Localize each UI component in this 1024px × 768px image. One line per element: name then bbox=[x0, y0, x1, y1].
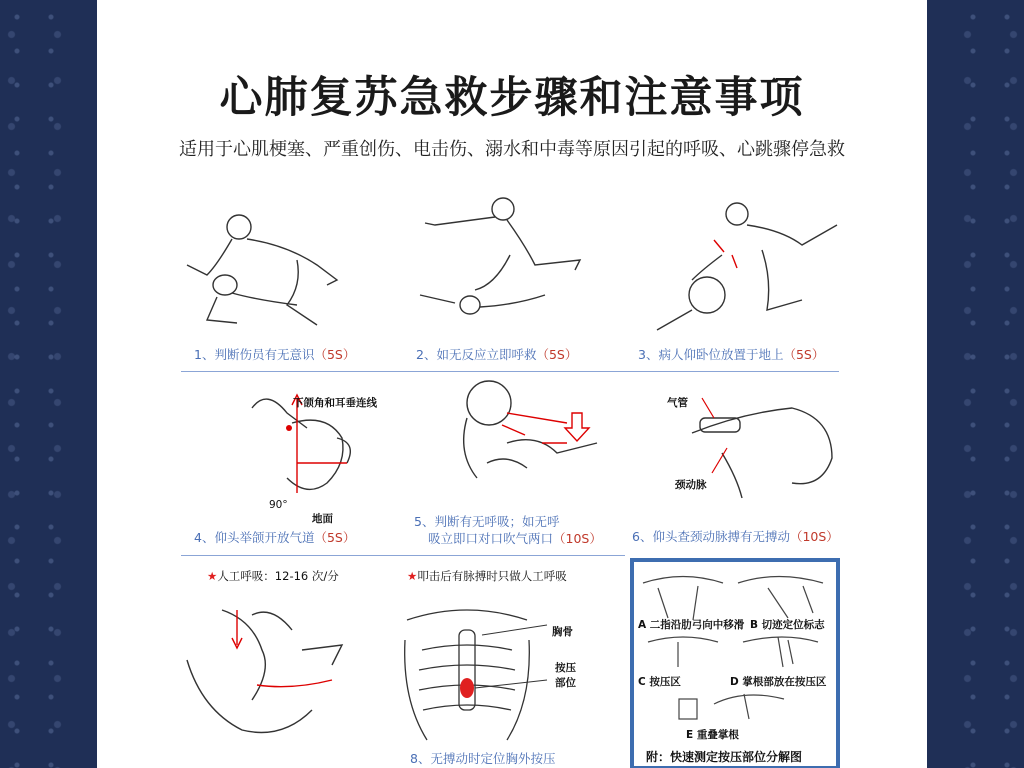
panel-step-d: D 掌根部放在按压区 bbox=[730, 676, 827, 688]
poster-subtitle: 适用于心肌梗塞、严重创伤、电击伤、溺水和中毒等原因引起的呼吸、心跳骤停急救 bbox=[179, 139, 845, 160]
panel-footer: 附：快速测定按压部位分解图 bbox=[646, 750, 803, 764]
step3-time: （5S） bbox=[783, 347, 825, 362]
step1-caption bbox=[194, 346, 355, 363]
step5-illustration bbox=[447, 373, 607, 503]
step2-text: 2、如无反应立即呼救 bbox=[416, 347, 537, 362]
panel-figure-e bbox=[674, 684, 804, 724]
panel-step-e: E 重叠掌根 bbox=[686, 729, 739, 741]
press-label-line2: 部位 bbox=[555, 677, 576, 689]
step2-illustration bbox=[415, 195, 595, 335]
breathing-rate-note bbox=[207, 568, 339, 584]
divider-row2 bbox=[181, 555, 625, 556]
panel-step-c: C 按压区 bbox=[638, 676, 681, 688]
step5-text-line2: 吸立即口对口吹气两口 bbox=[428, 531, 554, 546]
divider-row1 bbox=[181, 371, 839, 372]
poster-title: 心肺复苏急救步骤和注意事项 bbox=[219, 73, 805, 123]
step5-caption bbox=[414, 513, 602, 547]
panel-step-a: A 二指沿肋弓向中移滑 bbox=[638, 619, 745, 631]
step5-text-line1: 5、判断有无呼吸；如无呼 bbox=[414, 514, 560, 529]
step1-text: 1、判断伤员有无意识 bbox=[194, 347, 315, 362]
step6-time: （10S） bbox=[789, 529, 839, 544]
carotid-label: 颈动脉 bbox=[675, 479, 707, 491]
step2-caption bbox=[416, 346, 577, 363]
trachea-label: 气管 bbox=[667, 397, 688, 409]
pulse-note-text: 叩击后有脉搏时只做人工呼吸 bbox=[417, 569, 567, 583]
jaw-line-label: 下颌角和耳垂连线 bbox=[293, 397, 377, 409]
star-icon: ★ bbox=[207, 569, 218, 583]
breathing-rate-text: 人工呼吸：12-16 次/分 bbox=[217, 569, 339, 583]
star-icon: ★ bbox=[407, 569, 418, 583]
panel-step-b: B 切迹定位标志 bbox=[750, 619, 825, 631]
step1-time: （5S） bbox=[314, 347, 356, 362]
angle-label: 90° bbox=[269, 499, 288, 511]
press-label-line1: 按压 bbox=[555, 662, 576, 674]
left-decorative-border bbox=[0, 0, 68, 768]
rescue-breathing-illustration bbox=[182, 590, 352, 755]
sternum-label: 胸骨 bbox=[552, 626, 573, 638]
right-decorative-border bbox=[956, 0, 1024, 768]
step8-caption: 8、无搏动时定位胸外按压 bbox=[410, 751, 556, 766]
step4-caption bbox=[194, 529, 355, 546]
step1-illustration bbox=[177, 205, 347, 335]
poster-sheet bbox=[97, 0, 927, 768]
step5-time: （10S） bbox=[553, 531, 602, 546]
compression-location-panel bbox=[630, 558, 840, 768]
step2-time: （5S） bbox=[536, 347, 578, 362]
step6-text: 6、仰头查颈动脉搏有无搏动 bbox=[632, 529, 790, 544]
step3-text: 3、病人仰卧位放置于地上 bbox=[638, 347, 784, 362]
pulse-note bbox=[407, 568, 567, 584]
step4-text: 4、仰头举颌开放气道 bbox=[194, 530, 315, 545]
chest-compression-illustration bbox=[397, 600, 537, 745]
step6-caption bbox=[632, 528, 839, 545]
step3-caption bbox=[638, 346, 824, 363]
step3-illustration bbox=[652, 200, 847, 340]
panel-figure-cd bbox=[638, 632, 828, 672]
step4-time: （5S） bbox=[314, 530, 356, 545]
panel-figure-ab bbox=[638, 568, 828, 623]
ground-label: 地面 bbox=[312, 513, 333, 525]
